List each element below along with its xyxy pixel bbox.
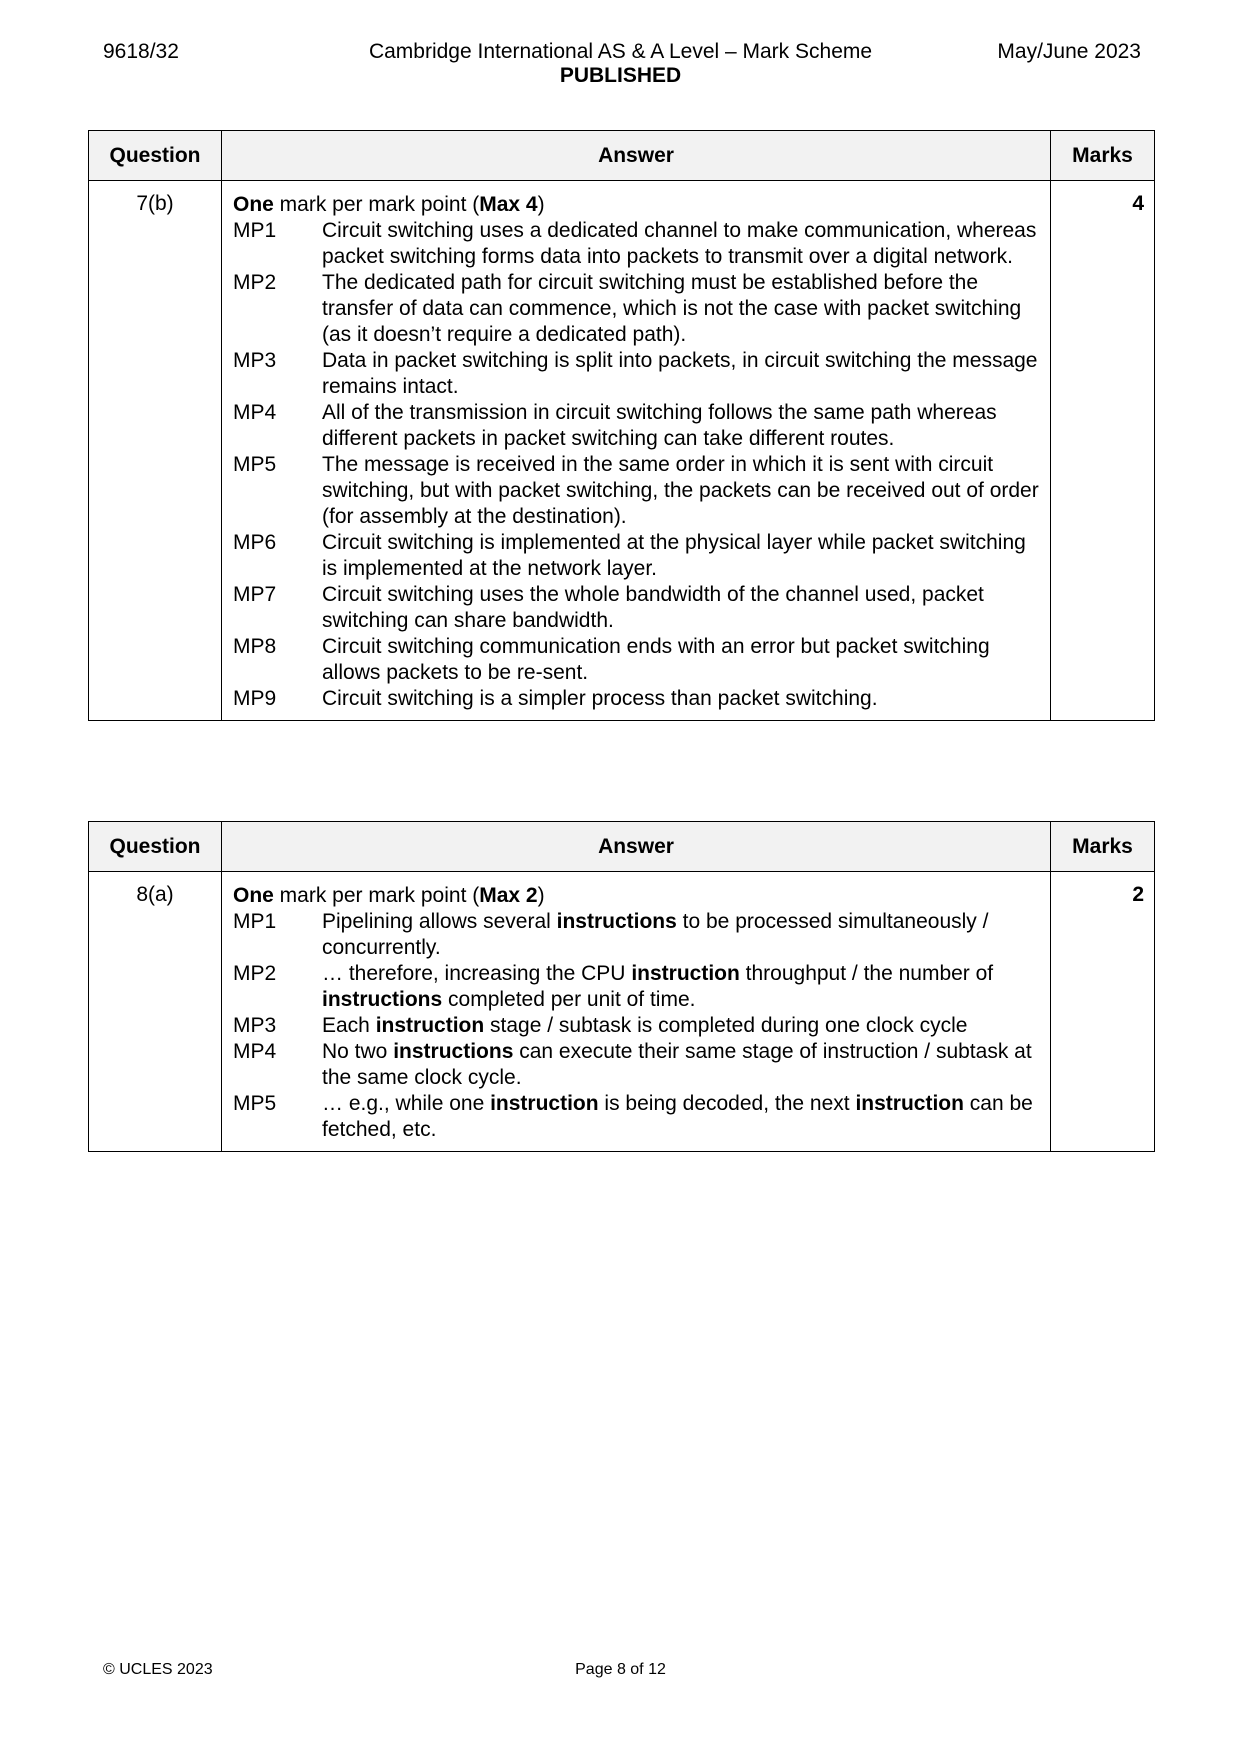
mark-scheme-table-8a <box>88 821 1155 1152</box>
mark-point-label: MP3 <box>233 1014 277 1037</box>
text-run: Pipelining allows several <box>322 910 557 933</box>
bold-text: One <box>233 884 274 907</box>
mark-point-label: MP4 <box>233 1040 277 1063</box>
text-run: mark per mark point ( <box>273 884 480 907</box>
mark-point <box>233 400 1040 452</box>
mark-point-label: MP2 <box>233 271 277 294</box>
text-run: ) <box>537 193 545 216</box>
mark-point-text <box>322 348 1040 400</box>
bold-text: instruction <box>631 962 740 985</box>
page-number: Page 8 of 12 <box>575 1661 666 1678</box>
table-row <box>89 872 1155 1152</box>
text-run: to be processed simultaneously / concurrently. <box>322 910 989 959</box>
mark-scheme-table-7b <box>88 130 1155 721</box>
text-run: Circuit switching communication ends with an error but packet switching allows packets to be re-sent. <box>322 635 990 684</box>
mark-instruction <box>233 192 1040 218</box>
table-row <box>89 181 1155 721</box>
text-run: The dedicated path for circuit switching must be established before the transfer of data can commence, which is not the case with packet switching (as it doesn’t require a dedicated path). <box>322 271 1022 346</box>
mark-point <box>233 1091 1040 1143</box>
mark-point <box>233 270 1040 348</box>
table-header-row <box>89 822 1155 872</box>
mark-point <box>233 1013 1040 1039</box>
bold-text: One <box>233 193 274 216</box>
question-number: 7(b) <box>89 181 222 721</box>
mark-point-text <box>322 634 1040 686</box>
bold-text: Max 4 <box>479 193 538 216</box>
mark-instruction <box>233 883 1040 909</box>
mark-point <box>233 1039 1040 1091</box>
mark-point-label: MP8 <box>233 635 277 658</box>
answer-column-header: Answer <box>222 131 1051 181</box>
bold-text: instructions <box>322 988 443 1011</box>
marks-value: 2 <box>1051 872 1155 1152</box>
text-run: can execute their same stage of instruction / subtask at the same clock cycle. <box>322 1040 1032 1089</box>
paper-code: 9618/32 <box>103 40 179 63</box>
question-number: 8(a) <box>89 872 222 1152</box>
text-run: … e.g., while one <box>322 1092 491 1115</box>
bold-text: instruction <box>855 1092 964 1115</box>
published-status: PUBLISHED <box>559 64 682 87</box>
bold-text: instruction <box>490 1092 599 1115</box>
marks-value: 4 <box>1051 181 1155 721</box>
mark-point-text <box>322 909 1040 961</box>
mark-point <box>233 582 1040 634</box>
mark-point <box>233 218 1040 270</box>
mark-point <box>233 530 1040 582</box>
mark-point-list <box>233 218 1040 712</box>
mark-point <box>233 348 1040 400</box>
marks-column-header: Marks <box>1051 822 1155 872</box>
bold-text: instructions <box>556 910 677 933</box>
text-run: ) <box>537 884 545 907</box>
mark-point <box>233 634 1040 686</box>
text-run: Data in packet switching is split into packets, in circuit switching the message remains intact. <box>322 349 1038 398</box>
question-column-header: Question <box>89 131 222 181</box>
mark-point-label: MP4 <box>233 401 277 424</box>
exam-session: May/June 2023 <box>997 40 1141 63</box>
mark-point-text <box>322 400 1040 452</box>
document-title: Cambridge International AS & A Level – Mark Scheme <box>368 40 873 63</box>
mark-point-text <box>322 452 1040 530</box>
text-run: Circuit switching uses a dedicated channel to make communication, whereas packet switching forms data into packets to transmit over a digital network. <box>322 219 1037 268</box>
text-run: Circuit switching is a simpler process than packet switching. <box>322 687 878 710</box>
text-run: All of the transmission in circuit switching follows the same path whereas different packets in packet switching can take different routes. <box>322 401 997 450</box>
bold-text: instruction <box>375 1014 485 1037</box>
mark-point-text <box>322 582 1040 634</box>
mark-point-text <box>322 961 1040 1013</box>
mark-point-label: MP3 <box>233 349 277 372</box>
text-run: No two <box>322 1040 394 1063</box>
text-run: completed per unit of time. <box>442 988 696 1011</box>
mark-point-label: MP5 <box>233 1092 277 1115</box>
mark-point-text <box>322 270 1040 348</box>
copyright-notice: © UCLES 2023 <box>103 1661 213 1678</box>
text-run: Circuit switching is implemented at the physical layer while packet switching is implemented at the network layer. <box>322 531 1026 580</box>
mark-point <box>233 909 1040 961</box>
text-run: The message is received in the same order in which it is sent with circuit switching, but with packet switching, the packets can be received out of order (for assembly at the destination). <box>322 453 1039 528</box>
mark-point-label: MP6 <box>233 531 277 554</box>
text-run: is being decoded, the next <box>598 1092 856 1115</box>
text-run: … therefore, increasing the CPU <box>322 962 632 985</box>
answer-column-header: Answer <box>222 822 1051 872</box>
text-run: can be fetched, etc. <box>322 1092 1033 1141</box>
mark-point-text <box>322 686 1040 712</box>
mark-point-label: MP7 <box>233 583 277 606</box>
marks-column-header: Marks <box>1051 131 1155 181</box>
mark-point <box>233 452 1040 530</box>
bold-text: instructions <box>393 1040 514 1063</box>
mark-point-label: MP1 <box>233 910 277 933</box>
bold-text: Max 2 <box>479 884 538 907</box>
answer-cell <box>222 872 1051 1152</box>
mark-point-label: MP2 <box>233 962 277 985</box>
mark-point-text <box>322 1091 1040 1143</box>
mark-point-list <box>233 909 1040 1143</box>
text-run: Circuit switching uses the whole bandwidth of the channel used, packet switching can share bandwidth. <box>322 583 984 632</box>
mark-point-label: MP9 <box>233 687 277 710</box>
mark-point-text <box>322 530 1040 582</box>
text-run: Each <box>322 1014 376 1037</box>
mark-point-text <box>322 1013 1040 1039</box>
mark-point-label: MP5 <box>233 453 277 476</box>
table-header-row <box>89 131 1155 181</box>
question-column-header: Question <box>89 822 222 872</box>
mark-point-label: MP1 <box>233 219 277 242</box>
mark-point <box>233 686 1040 712</box>
text-run: mark per mark point ( <box>273 193 480 216</box>
text-run: throughput / the number of <box>739 962 994 985</box>
mark-point <box>233 961 1040 1013</box>
mark-point-text <box>322 218 1040 270</box>
mark-point-text <box>322 1039 1040 1091</box>
answer-cell <box>222 181 1051 721</box>
text-run: stage / subtask is completed during one clock cycle <box>484 1014 968 1037</box>
